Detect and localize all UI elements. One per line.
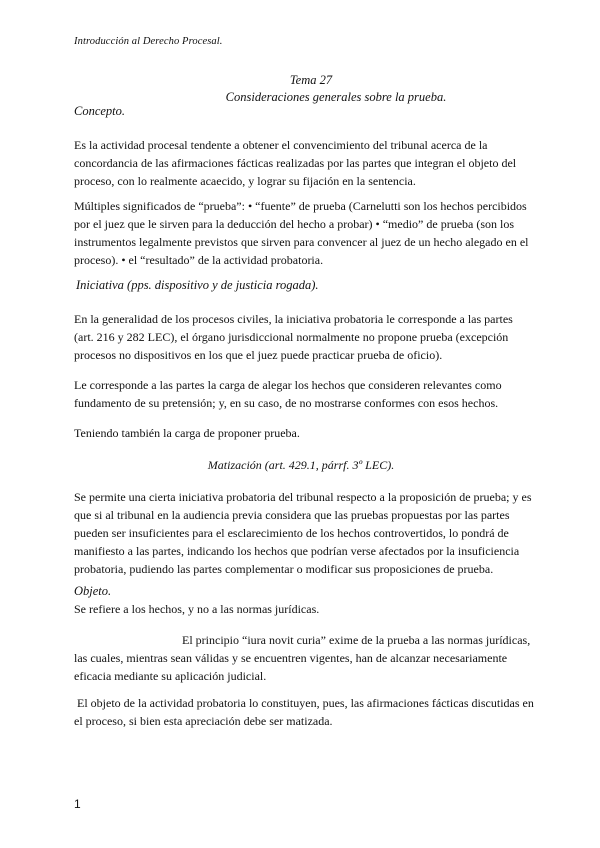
heading-matizacion: Matización (art. 429.1, párrf. 3º LEC). bbox=[207, 458, 395, 472]
running-header: Introducción al Derecho Procesal. bbox=[74, 36, 223, 47]
paragraph-concepto-2: Múltiples significados de “prueba”: • “fuente” de prueba (Carnelutti son los hechos percibidos por el juez que le sirven para la deducción del hecho a probar) • “medio” de prueba (son los instrumentos legalmente previstos que sirven para convencer al juez de un hecho alegado en el proceso). • el “resultado” de la actividad probatoria. bbox=[74, 199, 529, 267]
page-number: 1 bbox=[74, 797, 81, 811]
paragraph-objeto-3: El objeto de la actividad probatoria lo constituyen, pues, las afirmaciones fácticas discutidas en el proceso, si bien esta apreciación debe ser matizada. bbox=[74, 696, 534, 728]
paragraph-iniciativa-3: Teniendo también la carga de proponer prueba. bbox=[74, 426, 300, 440]
paragraph-concepto-1: Es la actividad procesal tendente a obtener el convencimiento del tribunal acerca de la concordancia de las afirmaciones fácticas realizadas por las partes que integran el objeto del proceso, con lo realmente acaecido, y lograr su fijación en la sentencia. bbox=[74, 138, 517, 188]
heading-iniciativa: Iniciativa (pps. dispositivo y de justicia rogada). bbox=[76, 278, 319, 292]
paragraph-iniciativa-1: En la generalidad de los procesos civiles, la iniciativa probatoria le corresponde a las partes (art. 216 y 282 LEC), el órgano jurisdiccional normalmente no propone prueba (excepción procesos no dispositivos en los que el juez puede practicar prueba de oficio). bbox=[74, 312, 513, 362]
paragraph-objeto-2: El principio “iura novit curia” exime de la prueba a las normas jurídicas, las cuales, mientras sean válidas y se encuentren vigentes, han de alcanzar necesariamente eficacia mediante su aplicación judicial. bbox=[74, 633, 531, 683]
title-line-2: Consideraciones generales sobre la prueba. bbox=[225, 90, 447, 104]
heading-objeto: Objeto. bbox=[74, 584, 112, 598]
heading-concepto: Concepto. bbox=[74, 104, 126, 118]
title-line-1: Tema 27 bbox=[289, 73, 333, 87]
document-title bbox=[74, 72, 528, 106]
paragraph-matizacion: Se permite una cierta iniciativa probatoria del tribunal respecto a la proposición de prueba; y es que si al tribunal en la audiencia previa considera que las pruebas propuestas por las partes pueden ser insuficientes para el esclarecimiento de los hechos controvertidos, lo pondrá de manifiesto a las partes, indicando los hechos que podrían verse afectados por la insuficiencia probatoria, pudiendo las partes complementar o modificar sus proposiciones de prueba. bbox=[74, 490, 532, 576]
paragraph-objeto-1: Se refiere a los hechos, y no a las normas jurídicas. bbox=[74, 602, 320, 616]
paragraph-iniciativa-2: Le corresponde a las partes la carga de alegar los hechos que consideren relevantes como fundamento de su pretensión; y, en su caso, de no mostrarse conformes con esos hechos. bbox=[74, 378, 502, 410]
